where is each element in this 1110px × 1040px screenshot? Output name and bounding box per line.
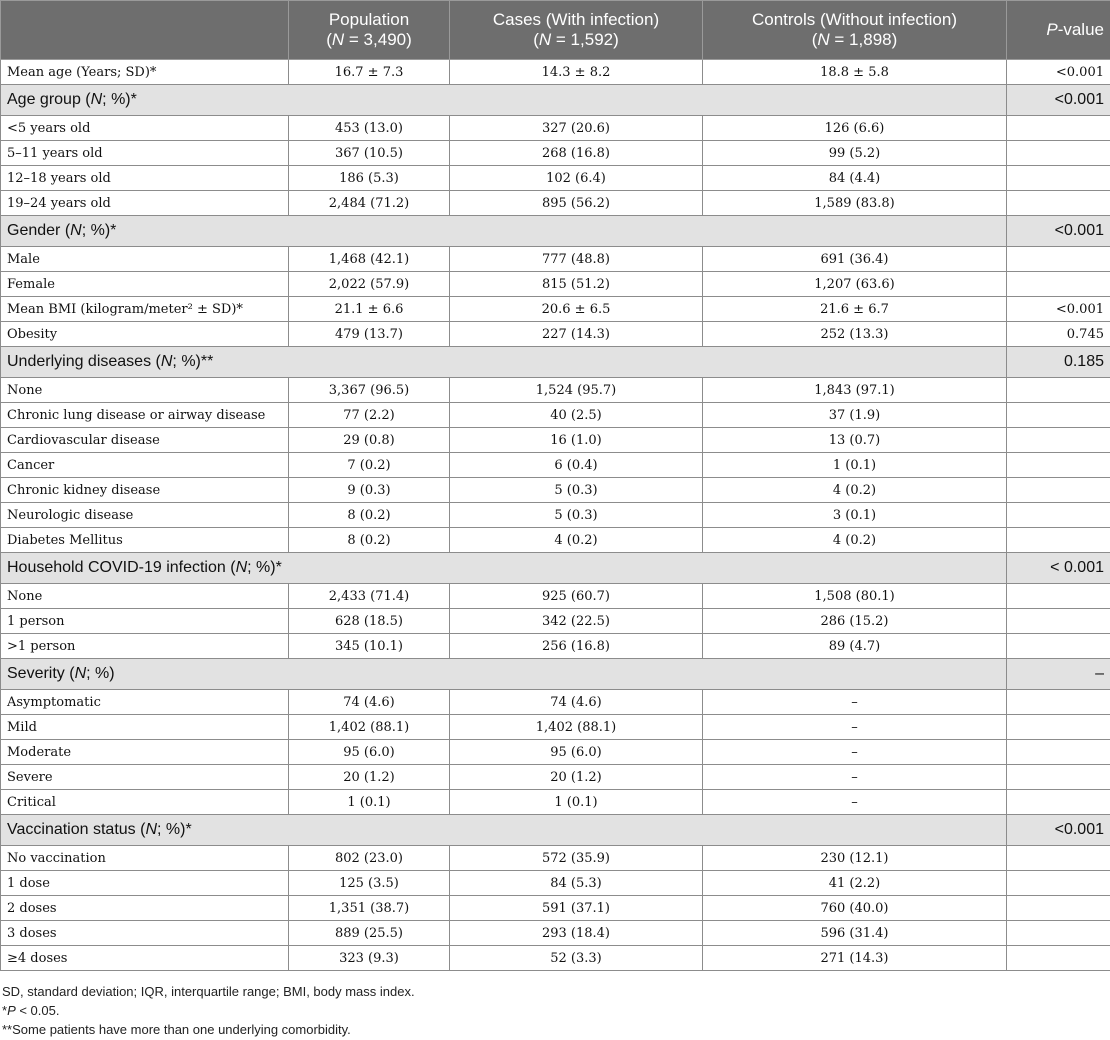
- cell-pvalue: [1007, 272, 1110, 297]
- row-label: Mean age (Years; SD)*: [1, 60, 289, 85]
- cell-cases: 14.3 ± 8.2: [450, 60, 703, 85]
- cell-controls: 4 (0.2): [703, 478, 1007, 503]
- header-cases-title: Cases (With infection): [492, 10, 660, 29]
- table-row: [1, 453, 1110, 478]
- row-label: Moderate: [1, 740, 289, 765]
- table-row: [1, 378, 1110, 403]
- cell-pvalue: [1007, 403, 1110, 428]
- cell-pvalue: <0.001: [1007, 60, 1110, 85]
- cell-population: 453 (13.0): [289, 116, 450, 141]
- cell-cases: 5 (0.3): [450, 503, 703, 528]
- cell-cases: 1 (0.1): [450, 790, 703, 815]
- table-row: [1, 528, 1110, 553]
- cell-controls: 37 (1.9): [703, 403, 1007, 428]
- cell-cases: 895 (56.2): [450, 191, 703, 216]
- cell-cases: 16 (1.0): [450, 428, 703, 453]
- cell-cases: 227 (14.3): [450, 322, 703, 347]
- section-pvalue: 0.185: [1007, 347, 1110, 378]
- cell-controls: 41 (2.2): [703, 871, 1007, 896]
- cell-pvalue: [1007, 921, 1110, 946]
- row-label: 1 person: [1, 609, 289, 634]
- table-row: [1, 946, 1110, 971]
- cell-population: 802 (23.0): [289, 846, 450, 871]
- cell-population: 74 (4.6): [289, 690, 450, 715]
- row-label: >1 person: [1, 634, 289, 659]
- table-row: [1, 60, 1110, 85]
- header-cases: [450, 1, 703, 60]
- row-label: Diabetes Mellitus: [1, 528, 289, 553]
- cell-cases: 591 (37.1): [450, 896, 703, 921]
- section-pvalue: <0.001: [1007, 85, 1110, 116]
- section-gender: [1, 216, 1110, 347]
- cell-cases: 102 (6.4): [450, 166, 703, 191]
- cell-population: 323 (9.3): [289, 946, 450, 971]
- section-severity: [1, 659, 1110, 815]
- cell-controls: 21.6 ± 6.7: [703, 297, 1007, 322]
- cell-population: 1 (0.1): [289, 790, 450, 815]
- section-pvalue: < 0.001: [1007, 553, 1110, 584]
- cell-population: 7 (0.2): [289, 453, 450, 478]
- row-label: 5–11 years old: [1, 141, 289, 166]
- section-header-row: [1, 216, 1110, 247]
- section-vaccination: [1, 815, 1110, 971]
- section-age-group: [1, 85, 1110, 216]
- table-row: [1, 609, 1110, 634]
- row-label: 12–18 years old: [1, 166, 289, 191]
- cell-population: 1,468 (42.1): [289, 247, 450, 272]
- row-label: Obesity: [1, 322, 289, 347]
- section-title: Vaccination status (N; %)*: [1, 815, 1007, 846]
- table-row: [1, 790, 1110, 815]
- cell-pvalue: [1007, 141, 1110, 166]
- cell-controls: –: [703, 690, 1007, 715]
- table-row: [1, 584, 1110, 609]
- cell-pvalue: [1007, 247, 1110, 272]
- section-pvalue: <0.001: [1007, 216, 1110, 247]
- cell-cases: 84 (5.3): [450, 871, 703, 896]
- footnote-significance: *P < 0.05.: [2, 1003, 60, 1018]
- table-row: [1, 166, 1110, 191]
- cell-controls: –: [703, 765, 1007, 790]
- cell-pvalue: [1007, 634, 1110, 659]
- row-label: Critical: [1, 790, 289, 815]
- cell-controls: 286 (15.2): [703, 609, 1007, 634]
- cell-cases: 925 (60.7): [450, 584, 703, 609]
- cell-population: 3,367 (96.5): [289, 378, 450, 403]
- cell-controls: 18.8 ± 5.8: [703, 60, 1007, 85]
- row-label: Asymptomatic: [1, 690, 289, 715]
- cell-controls: 3 (0.1): [703, 503, 1007, 528]
- cell-population: 186 (5.3): [289, 166, 450, 191]
- cell-population: 367 (10.5): [289, 141, 450, 166]
- header-cases-n: (N = 1,592): [533, 30, 619, 49]
- cell-controls: –: [703, 740, 1007, 765]
- table-row: [1, 846, 1110, 871]
- cell-cases: 1,402 (88.1): [450, 715, 703, 740]
- cell-pvalue: [1007, 871, 1110, 896]
- row-label: Chronic kidney disease: [1, 478, 289, 503]
- cell-controls: 84 (4.4): [703, 166, 1007, 191]
- cell-pvalue: <0.001: [1007, 297, 1110, 322]
- row-label: Female: [1, 272, 289, 297]
- table-row: [1, 478, 1110, 503]
- cell-cases: 293 (18.4): [450, 921, 703, 946]
- cell-controls: 760 (40.0): [703, 896, 1007, 921]
- cell-cases: 327 (20.6): [450, 116, 703, 141]
- cell-controls: 4 (0.2): [703, 528, 1007, 553]
- section-header-row: [1, 815, 1110, 846]
- header-label-col: [1, 1, 289, 60]
- header-controls-title: Controls (Without infection): [751, 10, 958, 29]
- cell-controls: 1,508 (80.1): [703, 584, 1007, 609]
- cell-population: 345 (10.1): [289, 634, 450, 659]
- row-label: Mild: [1, 715, 289, 740]
- cell-controls: 271 (14.3): [703, 946, 1007, 971]
- cell-population: 2,433 (71.4): [289, 584, 450, 609]
- cell-cases: 20 (1.2): [450, 765, 703, 790]
- cell-pvalue: 0.745: [1007, 322, 1110, 347]
- cell-controls: 1,207 (63.6): [703, 272, 1007, 297]
- cell-population: 2,022 (57.9): [289, 272, 450, 297]
- section-pvalue: –: [1007, 659, 1110, 690]
- cell-cases: 20.6 ± 6.5: [450, 297, 703, 322]
- cell-cases: 95 (6.0): [450, 740, 703, 765]
- cell-cases: 777 (48.8): [450, 247, 703, 272]
- cell-controls: –: [703, 790, 1007, 815]
- cell-pvalue: [1007, 478, 1110, 503]
- row-label: 19–24 years old: [1, 191, 289, 216]
- section-header-row: [1, 347, 1110, 378]
- cell-controls: 1 (0.1): [703, 453, 1007, 478]
- cell-pvalue: [1007, 428, 1110, 453]
- row-label: 2 doses: [1, 896, 289, 921]
- table-row: [1, 921, 1110, 946]
- cell-pvalue: [1007, 166, 1110, 191]
- row-label: Severe: [1, 765, 289, 790]
- cell-cases: 256 (16.8): [450, 634, 703, 659]
- cell-controls: 13 (0.7): [703, 428, 1007, 453]
- cell-cases: 6 (0.4): [450, 453, 703, 478]
- table-row: [1, 272, 1110, 297]
- header-controls-n: (N = 1,898): [811, 30, 898, 49]
- cell-population: 2,484 (71.2): [289, 191, 450, 216]
- section-household-infection: [1, 553, 1110, 659]
- cell-controls: 1,843 (97.1): [703, 378, 1007, 403]
- cell-population: 8 (0.2): [289, 503, 450, 528]
- section-header-row: [1, 553, 1110, 584]
- table-row: [1, 297, 1110, 322]
- header-population: [289, 1, 450, 60]
- cell-cases: 572 (35.9): [450, 846, 703, 871]
- section-title: Household COVID-19 infection (N; %)*: [1, 553, 1007, 584]
- section-title: Underlying diseases (N; %)**: [1, 347, 1007, 378]
- section-title: Gender (N; %)*: [1, 216, 1007, 247]
- table-row: [1, 634, 1110, 659]
- cell-pvalue: [1007, 191, 1110, 216]
- row-label: ≥4 doses: [1, 946, 289, 971]
- cell-controls: 230 (12.1): [703, 846, 1007, 871]
- cell-population: 21.1 ± 6.6: [289, 297, 450, 322]
- footnote-abbreviations: SD, standard deviation; IQR, interquartile range; BMI, body mass index.: [2, 984, 415, 999]
- row-label: Cardiovascular disease: [1, 428, 289, 453]
- table-row: [1, 690, 1110, 715]
- table-row: [1, 740, 1110, 765]
- cell-population: 20 (1.2): [289, 765, 450, 790]
- table-row: [1, 871, 1110, 896]
- cell-population: 16.7 ± 7.3: [289, 60, 450, 85]
- cell-population: 29 (0.8): [289, 428, 450, 453]
- row-label: 3 doses: [1, 921, 289, 946]
- section-header-row: [1, 85, 1110, 116]
- row-label: Chronic lung disease or airway disease: [1, 403, 289, 428]
- table-row: [1, 322, 1110, 347]
- row-label: Mean BMI (kilogram/meter² ± SD)*: [1, 297, 289, 322]
- table-row: [1, 403, 1110, 428]
- cell-controls: 596 (31.4): [703, 921, 1007, 946]
- cell-controls: 126 (6.6): [703, 116, 1007, 141]
- cell-pvalue: [1007, 846, 1110, 871]
- cell-pvalue: [1007, 453, 1110, 478]
- table-row: [1, 191, 1110, 216]
- cell-population: 8 (0.2): [289, 528, 450, 553]
- section-underlying-diseases: [1, 347, 1110, 553]
- cell-controls: –: [703, 715, 1007, 740]
- row-label: <5 years old: [1, 116, 289, 141]
- section-pvalue: <0.001: [1007, 815, 1110, 846]
- table-row: [1, 715, 1110, 740]
- header-population-n: (N = 3,490): [326, 30, 412, 49]
- section-title: Age group (N; %)*: [1, 85, 1007, 116]
- table-row: [1, 247, 1110, 272]
- row-label: 1 dose: [1, 871, 289, 896]
- cell-cases: 74 (4.6): [450, 690, 703, 715]
- cell-controls: 691 (36.4): [703, 247, 1007, 272]
- row-label: None: [1, 584, 289, 609]
- table-footnotes: [2, 982, 415, 1039]
- cell-cases: 40 (2.5): [450, 403, 703, 428]
- cell-pvalue: [1007, 116, 1110, 141]
- header-controls: [703, 1, 1007, 60]
- cell-population: 1,402 (88.1): [289, 715, 450, 740]
- header-pvalue: P-value: [1007, 1, 1110, 60]
- cell-population: 1,351 (38.7): [289, 896, 450, 921]
- table-row: [1, 503, 1110, 528]
- cell-controls: 252 (13.3): [703, 322, 1007, 347]
- row-label: None: [1, 378, 289, 403]
- cell-pvalue: [1007, 378, 1110, 403]
- cell-pvalue: [1007, 790, 1110, 815]
- section-header-row: [1, 659, 1110, 690]
- cell-controls: 89 (4.7): [703, 634, 1007, 659]
- cell-pvalue: [1007, 740, 1110, 765]
- cell-cases: 5 (0.3): [450, 478, 703, 503]
- cell-pvalue: [1007, 715, 1110, 740]
- cell-population: 77 (2.2): [289, 403, 450, 428]
- section-title: Severity (N; %): [1, 659, 1007, 690]
- footnote-comorbidity: **Some patients have more than one underlying comorbidity.: [2, 1022, 351, 1037]
- table-header-row: [1, 1, 1110, 60]
- row-label: Neurologic disease: [1, 503, 289, 528]
- table-row: [1, 141, 1110, 166]
- cell-controls: 99 (5.2): [703, 141, 1007, 166]
- cell-population: 125 (3.5): [289, 871, 450, 896]
- cell-cases: 1,524 (95.7): [450, 378, 703, 403]
- row-label: Male: [1, 247, 289, 272]
- cell-population: 479 (13.7): [289, 322, 450, 347]
- cell-cases: 815 (51.2): [450, 272, 703, 297]
- cell-pvalue: [1007, 584, 1110, 609]
- cell-population: 889 (25.5): [289, 921, 450, 946]
- cell-population: 9 (0.3): [289, 478, 450, 503]
- cell-pvalue: [1007, 946, 1110, 971]
- row-label: Cancer: [1, 453, 289, 478]
- cell-pvalue: [1007, 528, 1110, 553]
- table-row: [1, 428, 1110, 453]
- cell-cases: 268 (16.8): [450, 141, 703, 166]
- cell-cases: 4 (0.2): [450, 528, 703, 553]
- table-row: [1, 116, 1110, 141]
- cell-pvalue: [1007, 503, 1110, 528]
- cell-cases: 342 (22.5): [450, 609, 703, 634]
- cell-population: 628 (18.5): [289, 609, 450, 634]
- cell-population: 95 (6.0): [289, 740, 450, 765]
- cell-pvalue: [1007, 609, 1110, 634]
- table-row: [1, 896, 1110, 921]
- header-population-title: Population: [328, 10, 410, 29]
- cell-controls: 1,589 (83.8): [703, 191, 1007, 216]
- cell-cases: 52 (3.3): [450, 946, 703, 971]
- row-label: No vaccination: [1, 846, 289, 871]
- cell-pvalue: [1007, 690, 1110, 715]
- cell-pvalue: [1007, 896, 1110, 921]
- cell-pvalue: [1007, 765, 1110, 790]
- table-row: [1, 765, 1110, 790]
